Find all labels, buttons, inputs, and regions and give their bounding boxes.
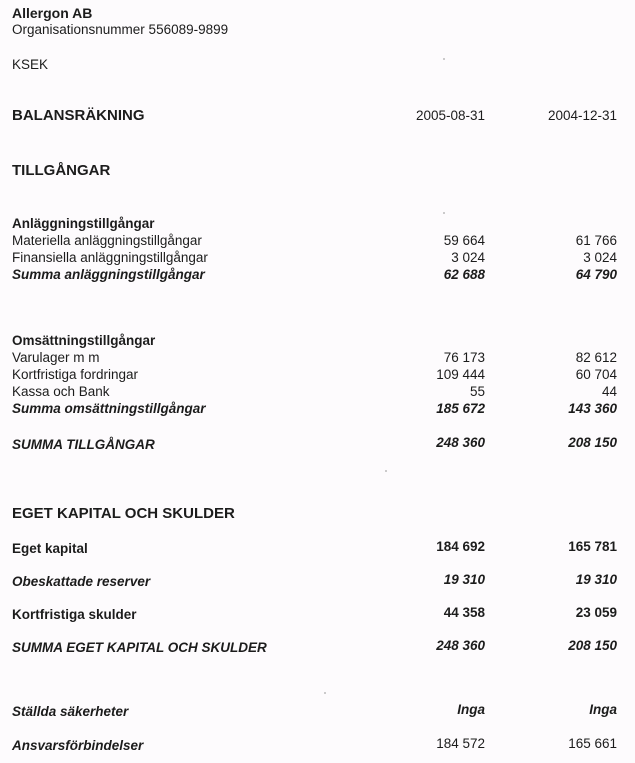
total-equity-2005: 248 360: [436, 638, 485, 653]
total-assets-2005: 248 360: [436, 435, 485, 450]
balance-title: BALANSRÄKNING: [12, 107, 145, 124]
row-value-2005: 59 664: [443, 233, 485, 248]
row-value-2005: 19 310: [443, 572, 485, 587]
scan-speck: [385, 470, 387, 472]
row-value-2004: 165 781: [568, 539, 617, 554]
sum-label: Summa anläggningstillgångar: [12, 267, 205, 282]
contingent-label: Ansvarsförbindelser: [12, 738, 144, 753]
sum-value-2004: 143 360: [568, 401, 617, 416]
fixed-assets-heading: Anläggningstillgångar: [12, 216, 155, 231]
scan-speck: [443, 212, 445, 214]
unit-label: KSEK: [12, 57, 49, 72]
row-label: Eget kapital: [12, 541, 88, 556]
row-label: Obeskattade reserver: [12, 574, 151, 589]
row-value-2004: 3 024: [583, 250, 617, 265]
row-label: Kassa och Bank: [12, 384, 110, 399]
total-equity-label: SUMMA EGET KAPITAL OCH SKULDER: [12, 640, 267, 655]
row-value-2004: 19 310: [575, 572, 617, 587]
row-value-2004: 61 766: [575, 233, 617, 248]
row-value-2005: 3 024: [451, 250, 485, 265]
pledged-2005: Inga: [457, 702, 485, 717]
row-label: Materiella anläggningstillgångar: [12, 233, 202, 248]
row-label: Finansiella anläggningstillgångar: [12, 250, 208, 265]
total-assets-2004: 208 150: [568, 435, 617, 450]
row-label: Kortfristiga skulder: [12, 607, 137, 622]
sum-value-2004: 64 790: [575, 267, 617, 282]
sum-value-2005: 185 672: [436, 401, 485, 416]
sum-value-2005: 62 688: [443, 267, 485, 282]
scan-speck: [443, 58, 445, 60]
column-header-2004: 2004-12-31: [547, 108, 617, 123]
org-number: Organisationsnummer 556089-9899: [12, 22, 229, 37]
scan-speck: [324, 692, 326, 694]
row-value-2004: 44: [601, 384, 617, 399]
column-header-2005: 2005-08-31: [415, 108, 485, 123]
row-value-2005: 184 692: [436, 539, 485, 554]
row-value-2004: 60 704: [575, 367, 617, 382]
contingent-2005: 184 572: [436, 736, 485, 751]
row-value-2004: 82 612: [575, 350, 617, 365]
company-name: Allergon AB: [12, 5, 93, 21]
sum-label: Summa omsättningstillgångar: [12, 401, 206, 416]
pledged-2004: Inga: [589, 702, 617, 717]
contingent-2004: 165 661: [568, 736, 617, 751]
current-assets-heading: Omsättningstillgångar: [12, 333, 156, 348]
total-equity-2004: 208 150: [568, 638, 617, 653]
row-label: Varulager m m: [12, 350, 100, 365]
row-value-2005: 76 173: [443, 350, 485, 365]
row-value-2005: 109 444: [436, 367, 485, 382]
total-assets-label: SUMMA TILLGÅNGAR: [12, 437, 155, 452]
row-value-2005: 55: [469, 384, 485, 399]
row-value-2004: 23 059: [575, 605, 617, 620]
equity-title: EGET KAPITAL OCH SKULDER: [12, 505, 235, 522]
row-value-2005: 44 358: [443, 605, 485, 620]
pledged-label: Ställda säkerheter: [12, 704, 129, 719]
assets-title: TILLGÅNGAR: [12, 162, 111, 179]
row-label: Kortfristiga fordringar: [12, 367, 139, 382]
